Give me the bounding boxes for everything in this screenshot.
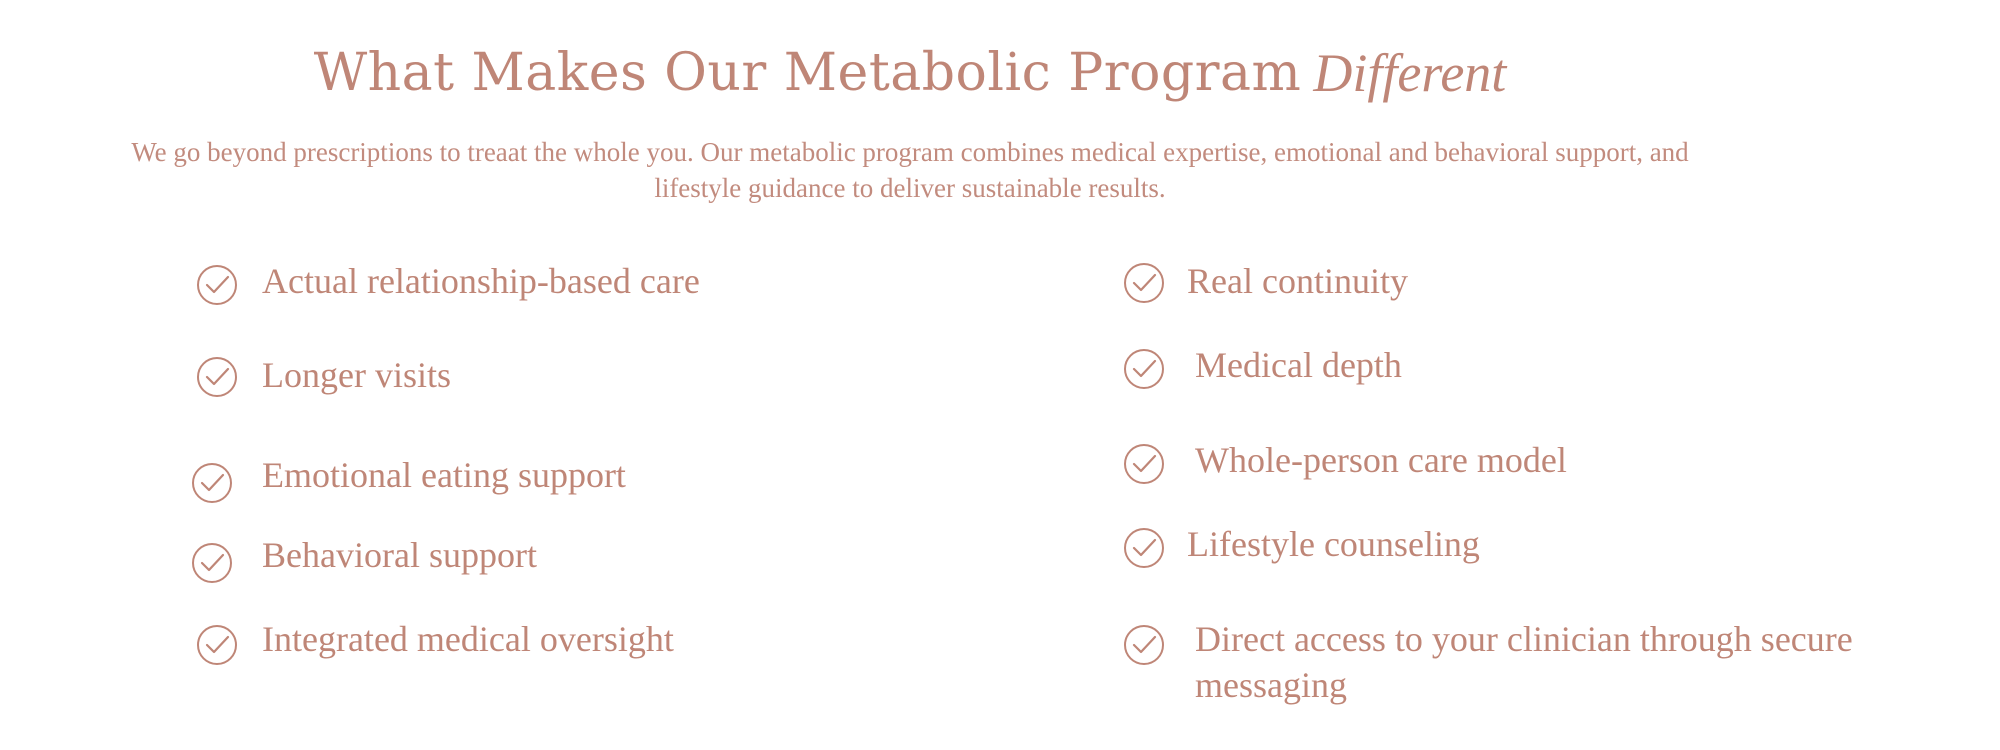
feature-label: Real continuity bbox=[1187, 261, 1408, 301]
feature-item-behavioral-support bbox=[191, 532, 537, 584]
feature-label: Direct access to your clinician through secure messaging bbox=[1195, 619, 1853, 705]
feature-item-medical-oversight bbox=[196, 616, 674, 666]
feature-item-direct-access bbox=[1123, 616, 1915, 708]
feature-item-emotional-eating bbox=[191, 452, 626, 504]
check-circle-icon bbox=[196, 264, 238, 306]
check-circle-icon bbox=[1123, 262, 1165, 304]
page-subtitle: We go beyond prescriptions to treaat the whole you. Our metabolic program combines medical expertise, emotional and behavioral support, and lifestyle guidance to deliver sustainable results. bbox=[131, 137, 1689, 203]
feature-item-medical-depth bbox=[1123, 342, 1402, 390]
check-circle-icon bbox=[1123, 348, 1165, 390]
feature-label: Medical depth bbox=[1195, 345, 1402, 385]
feature-item-lifestyle-counseling bbox=[1123, 521, 1480, 569]
feature-label: Longer visits bbox=[262, 355, 451, 395]
feature-label: Actual relationship-based care bbox=[262, 261, 700, 301]
check-circle-icon bbox=[196, 624, 238, 666]
page-title-row bbox=[0, 42, 1820, 104]
feature-item-relationship-care bbox=[196, 258, 700, 306]
check-circle-icon bbox=[1123, 527, 1165, 569]
feature-label: Integrated medical oversight bbox=[262, 619, 674, 659]
feature-item-longer-visits bbox=[196, 352, 451, 398]
feature-item-whole-person-care bbox=[1123, 437, 1567, 485]
check-circle-icon bbox=[191, 462, 233, 504]
feature-label: Whole-person care model bbox=[1195, 440, 1567, 480]
check-circle-icon bbox=[1123, 624, 1165, 666]
feature-label: Emotional eating support bbox=[262, 455, 626, 495]
feature-label: Behavioral support bbox=[262, 535, 537, 575]
page-title-script: Different bbox=[1313, 43, 1507, 103]
check-circle-icon bbox=[196, 356, 238, 398]
check-circle-icon bbox=[191, 542, 233, 584]
feature-label: Lifestyle counseling bbox=[1187, 524, 1480, 564]
check-circle-icon bbox=[1123, 443, 1165, 485]
feature-item-real-continuity bbox=[1123, 258, 1408, 304]
page-title: What Makes Our Metabolic Program bbox=[313, 43, 1302, 103]
